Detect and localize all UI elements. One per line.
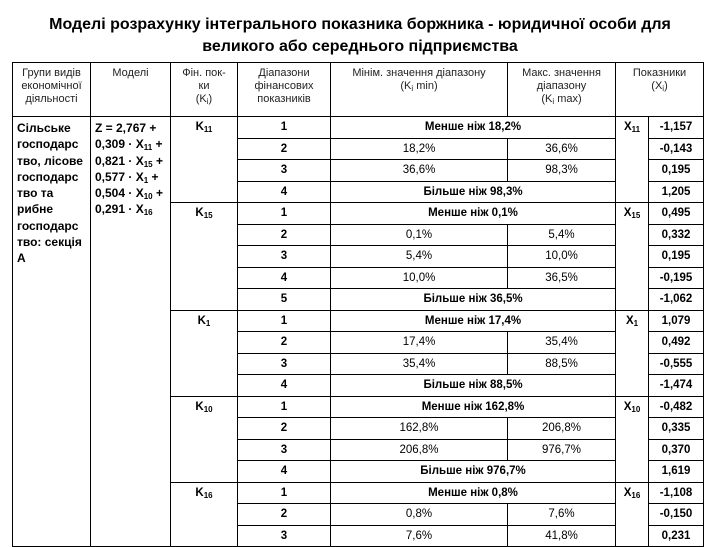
indicator-value-cell: -0,195 xyxy=(649,267,704,289)
indicator-value-cell: 0,495 xyxy=(649,203,704,225)
range-number-cell: 4 xyxy=(238,375,331,397)
range-number-cell: 2 xyxy=(238,332,331,354)
range-min-cell: 17,4% xyxy=(331,332,508,354)
range-min-cell: 35,4% xyxy=(331,353,508,375)
model-formula-cell: $Z = 2,767 + 0,309 \cdot X_{11} + 0,821 \cdot X_{15} + 0,577 \cdot X_1 + 0,504 \cdot X_{10} + 0,291 \cdot X_{16}$ xyxy=(91,117,171,547)
x-indicator-cell: $X_{16}$ xyxy=(616,482,649,547)
range-max-cell: 206,8% xyxy=(508,418,616,440)
table-body xyxy=(13,117,704,547)
range-number-cell: 5 xyxy=(238,289,331,311)
range-merged-cell: Більше ніж 36,5% xyxy=(331,289,616,311)
indicator-value-cell: -1,474 xyxy=(649,375,704,397)
indicator-value-cell: 0,231 xyxy=(649,525,704,547)
range-max-cell: 98,3% xyxy=(508,160,616,182)
indicator-value-cell: -1,157 xyxy=(649,117,704,139)
indicator-value-cell: 0,335 xyxy=(649,418,704,440)
range-max-cell: 5,4% xyxy=(508,224,616,246)
range-max-cell: 10,0% xyxy=(508,246,616,268)
indicator-value-cell: 0,195 xyxy=(649,246,704,268)
range-merged-cell: Менше ніж 18,2% xyxy=(331,117,616,139)
range-number-cell: 2 xyxy=(238,224,331,246)
range-min-cell: 10,0% xyxy=(331,267,508,289)
range-min-cell: 0,8% xyxy=(331,504,508,526)
range-merged-cell: Менше ніж 162,8% xyxy=(331,396,616,418)
header-fin: Фін. пок- ки $(K_i)$ xyxy=(171,63,238,117)
range-number-cell: 3 xyxy=(238,525,331,547)
range-min-cell: 162,8% xyxy=(331,418,508,440)
range-number-cell: 4 xyxy=(238,181,331,203)
indicator-value-cell: -0,555 xyxy=(649,353,704,375)
range-min-cell: 7,6% xyxy=(331,525,508,547)
range-number-cell: 4 xyxy=(238,461,331,483)
fin-indicator-cell: $K_{10}$ xyxy=(171,396,238,482)
indicator-value-cell: 0,332 xyxy=(649,224,704,246)
range-number-cell: 2 xyxy=(238,418,331,440)
range-number-cell: 3 xyxy=(238,246,331,268)
indicator-value-cell: -0,482 xyxy=(649,396,704,418)
range-merged-cell: Менше ніж 0,8% xyxy=(331,482,616,504)
range-number-cell: 1 xyxy=(238,396,331,418)
range-merged-cell: Більше ніж 976,7% xyxy=(331,461,616,483)
range-number-cell: 2 xyxy=(238,138,331,160)
indicator-value-cell: -0,143 xyxy=(649,138,704,160)
range-min-cell: 0,1% xyxy=(331,224,508,246)
model-table xyxy=(12,62,704,547)
range-number-cell: 3 xyxy=(238,160,331,182)
range-number-cell: 1 xyxy=(238,310,331,332)
fin-indicator-cell: $K_{11}$ xyxy=(171,117,238,203)
range-min-cell: 5,4% xyxy=(331,246,508,268)
range-merged-cell: Більше ніж 98,3% xyxy=(331,181,616,203)
range-merged-cell: Менше ніж 0,1% xyxy=(331,203,616,225)
header-row xyxy=(13,63,704,117)
x-indicator-cell: $X_{10}$ xyxy=(616,396,649,482)
range-number-cell: 3 xyxy=(238,439,331,461)
fin-indicator-cell: $K_{16}$ xyxy=(171,482,238,547)
indicator-value-cell: 1,619 xyxy=(649,461,704,483)
range-number-cell: 1 xyxy=(238,117,331,139)
page-title xyxy=(0,14,720,58)
range-max-cell: 976,7% xyxy=(508,439,616,461)
indicator-value-cell: -1,108 xyxy=(649,482,704,504)
header-min: Мінім. значення діапазону ($K_i$ min) xyxy=(331,63,508,117)
range-number-cell: 4 xyxy=(238,267,331,289)
activity-group-cell: Сільське господарс тво, лісове господарс тво та рибне господарс тво: секція А xyxy=(13,117,91,547)
range-number-cell: 1 xyxy=(238,203,331,225)
x-indicator-cell: $X_{11}$ xyxy=(616,117,649,203)
header-max: Макс. значення діапазону ($K_i$ max) xyxy=(508,63,616,117)
range-max-cell: 36,5% xyxy=(508,267,616,289)
range-min-cell: 206,8% xyxy=(331,439,508,461)
range-max-cell: 41,8% xyxy=(508,525,616,547)
header-ranges: Діапазони фінансових показників xyxy=(238,63,331,117)
title-line-2: великого або середнього підприємства xyxy=(202,38,518,55)
title-line-1: Моделі розрахунку інтегрального показника боржника - юридичної особи для xyxy=(49,16,671,33)
range-number-cell: 1 xyxy=(238,482,331,504)
header-group: Групи видів економічної діяльності xyxy=(13,63,91,117)
range-max-cell: 7,6% xyxy=(508,504,616,526)
range-merged-cell: Більше ніж 88,5% xyxy=(331,375,616,397)
indicator-value-cell: 0,370 xyxy=(649,439,704,461)
range-max-cell: 36,6% xyxy=(508,138,616,160)
range-min-cell: 18,2% xyxy=(331,138,508,160)
indicator-value-cell: 1,079 xyxy=(649,310,704,332)
range-min-cell: 36,6% xyxy=(331,160,508,182)
header-indicators: Показники $(X_i)$ xyxy=(616,63,704,117)
table-row xyxy=(13,117,704,139)
range-number-cell: 3 xyxy=(238,353,331,375)
indicator-value-cell: 0,492 xyxy=(649,332,704,354)
indicator-value-cell: 0,195 xyxy=(649,160,704,182)
header-models: Моделі xyxy=(91,63,171,117)
fin-indicator-cell: $K_{15}$ xyxy=(171,203,238,311)
x-indicator-cell: $X_1$ xyxy=(616,310,649,396)
range-max-cell: 35,4% xyxy=(508,332,616,354)
fin-indicator-cell: $K_1$ xyxy=(171,310,238,396)
x-indicator-cell: $X_{15}$ xyxy=(616,203,649,311)
range-merged-cell: Менше ніж 17,4% xyxy=(331,310,616,332)
indicator-value-cell: 1,205 xyxy=(649,181,704,203)
indicator-value-cell: -1,062 xyxy=(649,289,704,311)
range-max-cell: 88,5% xyxy=(508,353,616,375)
indicator-value-cell: -0,150 xyxy=(649,504,704,526)
range-number-cell: 2 xyxy=(238,504,331,526)
